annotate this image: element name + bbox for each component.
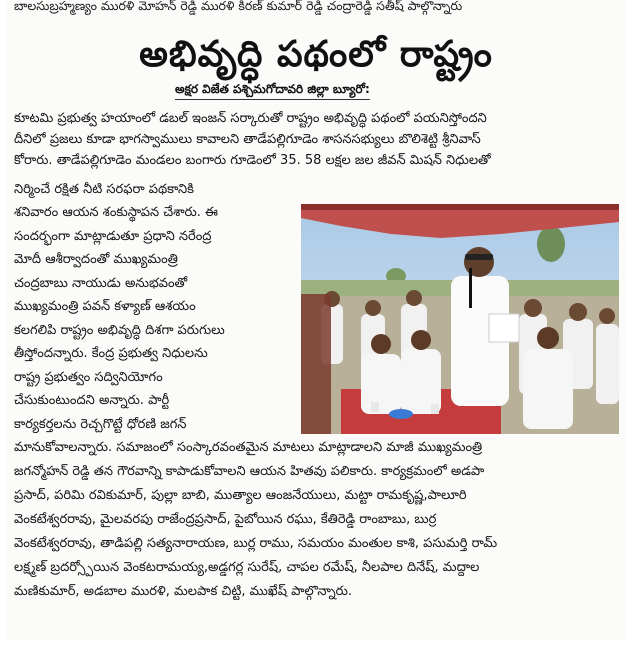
body-line: కోరారు. తాడేపల్లిగూడెం మండలం బంగారు గూడెంలో 35. 58 లక్షల జల జీవన్ మిషన్ నిధులతో (14, 153, 491, 168)
body-line: లక్ష్మణ్ బ్రదర్స్పోయిన వెంకటరామయ్య,అడ్డగర్ల సురేష్, చాపల రమేష్, నీలపాల దినేష్, మద్దాల (14, 560, 480, 575)
body-line: ముఖ్యమంత్రి పవన్ కళ్యాణ్ ఆశయం (14, 299, 196, 314)
body-line: కూటమి ప్రభుత్వ హయాంలో డబల్ ఇంజన్ సర్కారుతో రాష్ట్రం అభివృద్ధి పథంలో పయనిస్తోందని (14, 111, 487, 126)
body-line: రాష్ట్ర ప్రభుత్వం సద్వినియోగం (14, 370, 163, 385)
news-photo (301, 204, 619, 434)
headline: అభివృద్ధి పథంలో రాష్ట్రం (139, 33, 493, 75)
body-line: మానుకోవాలన్నారు. సమాజంలో సంస్కారవంతమైన మాటలు మాట్లాడాలని మాజీ ముఖ్యమంత్రి (14, 440, 483, 455)
body-line: కార్యకర్తలను రెచ్చగొట్టే ధోరణి జగన్ (14, 417, 187, 432)
body-line: తీస్తోందన్నారు. కేంద్ర ప్రభుత్వ నిధులను (14, 346, 208, 361)
body-line: దీనిలో ప్రజలు కూడా భాగస్వాములు కావాలని తాడేపల్లిగూడెం శాసనసభ్యులు బొలిశెట్టి శ్రీనివాస్ (14, 132, 481, 147)
body-line: సందర్భంగా మాట్లాడుతూ ప్రధాని నరేంద్ర (14, 229, 212, 244)
body-line: కలగలిపి రాష్ట్రం అభివృద్ధి దిశగా పరుగులు (14, 323, 225, 338)
meeting-photo-illustration (301, 204, 619, 434)
body-line: ప్రసాద్, పరిమి రవికుమార్, పుల్లా బాబి, ముత్యాల ఆంజనేయులు, మట్టా రామకృష్ణ,పాలూరి (14, 488, 467, 503)
body-line: చంద్రబాబు నాయుడు అనుభవంతో (14, 276, 188, 291)
body-line: నిర్మించే రక్షిత నీటి సరఫరా పథకానికి (14, 182, 194, 197)
body-line: మోదీ ఆశీర్వాదంతో ముఖ్యమంత్రి (14, 252, 178, 267)
dateline: అక్షర విజేత పశ్చిమగోదావరి జిల్లా బ్యూరో: (175, 80, 370, 100)
previous-article-tail: బాలసుబ్రహ్మణ్యం మురళి మోహన్ రెడ్డి మురళి కిరణ్ కుమార్ రెడ్డి చంద్రారెడ్డి సతీష్ పాల్గొన్నారు (14, 0, 463, 13)
body-line: జగన్మోహన్ రెడ్డి తన గౌరవాన్ని కాపాడుకోవాలని ఆయన హితవు పలికారు. కార్యక్రమంలో అడపా (14, 464, 485, 479)
body-line: మణికుమార్, అడబాల మురళి, మలపాక చిట్టి, ముఖేష్ పాల్గొన్నారు. (14, 584, 352, 599)
body-line: శనివారం ఆయన శంకుస్థాపన చేశారు. ఈ (14, 205, 218, 220)
body-line: వెంకటేశ్వరరావు, మైలవరపు రాజేంద్రప్రసాద్, పైబోయిన రఘు, కేతిరెడ్డి రాంబాబు, బుర్ర (14, 512, 437, 527)
body-line: వెంకటేశ్వరరావు, తాడిపల్లి సత్యనారాయణ, బుర్ల రాము, సమయం మంతుల కాశి, పసుమర్తి రామ్ (14, 536, 498, 551)
body-line: చేసుకుంటుందని అన్నారు. పార్టీ (14, 393, 170, 408)
